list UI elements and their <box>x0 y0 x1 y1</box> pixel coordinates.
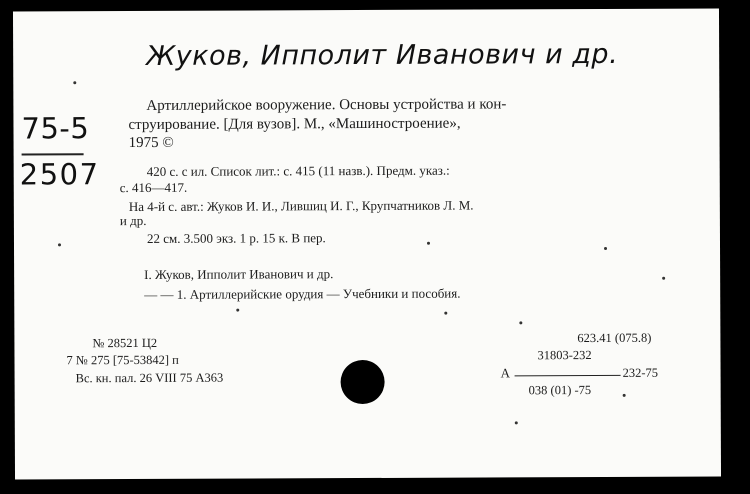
catalog-card <box>13 8 721 479</box>
speck <box>444 312 447 315</box>
footer-left-line-1: № 28521 Ц2 <box>92 335 158 351</box>
class-code-divider <box>22 153 84 155</box>
title-line-2: струирование. [Для вузов]. М., «Машиностроение», <box>128 115 461 134</box>
tracing-author: I. Жуков, Ипполит Иванович и др. <box>144 266 334 282</box>
speck <box>515 421 518 424</box>
udc-code: 623.41 (075.8) <box>577 330 652 346</box>
speck <box>58 243 61 246</box>
description-line-1: 420 с. с ил. Список лит.: с. 415 (11 назв.). Предм. указ.: <box>146 162 450 179</box>
speck <box>73 81 76 84</box>
speck <box>519 321 522 324</box>
bbk-top: 31803-232 <box>537 348 592 363</box>
bbk-bottom: 038 (01) -75 <box>528 383 592 398</box>
handwritten-class-code: 75-5 <box>21 111 90 146</box>
handwritten-number: 2507 <box>19 157 100 192</box>
description-line-3: На 4-й с. авт.: Жуков И. И., Лившиц И. Г., Крупчатников Л. М. <box>128 197 474 215</box>
footer-left-line-3: Вс. кн. пал. 26 VIII 75 А363 <box>75 370 224 386</box>
speck <box>662 277 665 280</box>
footer-left-line-2: 7 № 275 [75-53842] п <box>66 352 179 368</box>
speck <box>623 394 626 397</box>
speck <box>427 242 430 245</box>
description-line-4: и др. <box>119 212 147 229</box>
bbk-prefix: А <box>500 365 510 381</box>
punch-hole <box>341 360 385 404</box>
description-line-5: 22 см. 3.500 экз. 1 р. 15 к. В пер. <box>146 230 326 246</box>
description-line-2: с. 416—417. <box>119 179 188 196</box>
handwritten-author-heading: Жуков, Ипполит Иванович и др. <box>146 38 619 72</box>
title-line-3: 1975 © <box>128 134 174 152</box>
title-line-1: Артиллерийское вооружение. Основы устройства и кон- <box>146 96 507 114</box>
bbk-suffix: 232-75 <box>622 365 659 380</box>
bbk-fraction-line <box>515 375 621 376</box>
speck <box>236 309 239 312</box>
tracing-subject: — — 1. Артиллерийские орудия — Учебники и пособия. <box>144 285 461 302</box>
speck <box>604 247 607 250</box>
